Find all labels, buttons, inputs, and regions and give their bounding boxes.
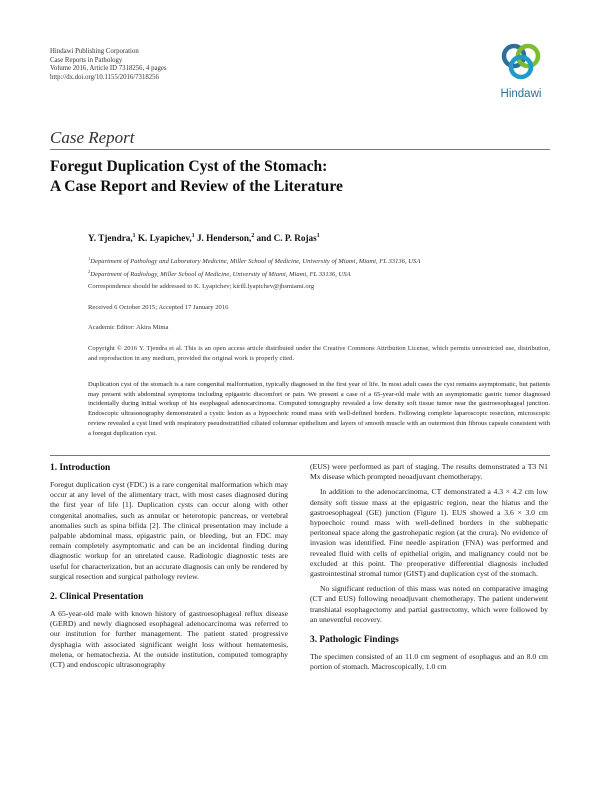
journal-header: [50, 48, 167, 82]
body-paragraph: Foregut duplication cyst (FDC) is a rare congenital malformation which may occur at any level of the alimentary tract, with most cases diagnosed during the first year of life [1]. Duplication cysts can occur along with other congenital anomalies, such as annular or heterotopic pancreas, or vertebral anomalies such as spina bifida [2]. The clinical presentation may include a palpable abdominal mass, epigastric pain, or bleeding, but an FDC may remain completely asymptomatic and can be an incidental finding during diagnostic workup for an unrelated cause. Radiologic diagnostic tests are useful for characterization, but an accurate diagnosis can only be rendered by surgical resection and surgical pathology review.: [50, 480, 288, 581]
affiliation-number: 2: [88, 269, 91, 275]
section-heading-introduction: 1. Introduction: [50, 463, 111, 473]
body-paragraph: No significant reduction of this mass was noted on comparative imaging (CT and EUS) following neoadjuvant chemotherapy. The patient underwent transhiatal esophagectomy and partial gastrectomy, which were followed by an uneventful recovery.: [310, 584, 548, 624]
author-affiliation-number: 1: [191, 233, 195, 239]
volume-info: Volume 2016, Article ID 7318256, 4 pages: [50, 65, 167, 73]
author-name: J. Henderson,: [196, 233, 252, 244]
title-line-1: Foregut Duplication Cyst of the Stomach:: [50, 158, 328, 175]
author-name: K. Lyapichev,: [137, 233, 192, 244]
header-divider: [50, 149, 550, 150]
hindawi-logo-icon: [499, 42, 543, 82]
body-column-right: [310, 462, 548, 672]
author-name: and C. P. Rojas: [256, 233, 317, 244]
hindawi-logo-text: Hindawi: [500, 88, 542, 100]
author-name: Y. Tjendra,: [88, 233, 133, 244]
section-heading-pathologic-findings: 3. Pathologic Findings: [310, 635, 399, 646]
body-paragraph: In addition to the adenocarcinoma, CT demonstrated a 4.3 × 4.2 cm low density soft tissue mass at the epigastric region, near the hiatus and the gastroesophageal (GE) junction (Figure 1). EUS showed a 3.6 × 3.0 cm hypoechoic round mass with well-defined borders in the subhepatic peritoneal space along the gastrohepatic region (at the crura). No evidence of invasion was identified. Fine needle aspiration (FNA) was performed and revealed fluid with cells of epithelial origin, and malignancy could not be excluded at this point. The preoperative differential diagnosis included gastrointestinal stromal tumor (GIST) and duplication cyst of the stomach.: [310, 487, 548, 579]
received-accepted-dates: Received 6 October 2015; Accepted 17 January 2016: [88, 304, 229, 311]
author-affiliation-number: 2: [251, 233, 255, 239]
section-heading-clinical-presentation: 2. Clinical Presentation: [50, 592, 144, 603]
body-paragraph: A 65-year-old male with known history of gastroesophageal reflux disease (GERD) and newly diagnosed esophageal adenocarcinoma was referred to our institution for further management. The patient stated progressive dysphagia with associated significant weight loss without hematemesis, melena, or hematochezia. At the outside institution, computed tomography (CT) and endoscopic ultrasonography: [50, 609, 288, 670]
article-type: Case Report: [50, 128, 135, 147]
author-affiliation-number: 1: [316, 233, 320, 239]
affiliation-text: Department of Pathology and Laboratory Medicine, Miller School of Medicine, University of Miami, Miami, FL 33136, USA: [90, 258, 421, 266]
title-line-2: A Case Report and Review of the Literature: [50, 178, 343, 195]
article-title: [50, 157, 550, 197]
abstract-divider: [50, 455, 550, 456]
publisher-name: Hindawi Publishing Corporation: [50, 48, 139, 55]
body-paragraph: The specimen consisted of an 11.0 cm segment of esophagus and an 8.0 cm portion of stomach. Macroscopically, 1.0 cm: [310, 652, 548, 672]
affiliation-text: Department of Radiology, Miller School of Medicine, University of Miami, Miami, FL 33136, USA: [90, 271, 351, 279]
body-paragraph: (EUS) were performed as part of staging. The results demonstrated a T3 N1 Mx disease which prompted neoadjuvant chemotherapy.: [310, 462, 548, 482]
body-column-left: [50, 462, 288, 670]
affiliation-item: [88, 267, 550, 280]
author-affiliation-number: 1: [132, 233, 136, 239]
academic-editor: Academic Editor: Akira Mima: [88, 324, 169, 331]
copyright-notice: Copyright © 2016 Y. Tjendra et al. This is an open access article distributed under the Creative Commons Attribution License, which permits unrestricted use, distribution, and reproduction in any medium, provided the original work is properly cited.: [88, 345, 550, 362]
journal-name: Case Reports in Pathology: [50, 56, 123, 64]
hindawi-logo: [490, 42, 552, 100]
correspondence: Correspondence should be addressed to K. Lyapichev; kirill.lyapichev@jhsmiami.org: [88, 283, 315, 290]
abstract: Duplication cyst of the stomach is a rare congenital malformation, typically diagnosed in the first year of life. In most adult cases the cyst remains asymptomatic, but patients may present with abdominal symptoms including epigastric discomfort or pain. We present a case of a 65-year-old male with an asymptomatic gastric tumor diagnosed incidentally during initial workup of his esophageal adenocarcinoma. Computed tomography revealed a low density soft tissue tumor near the gastroesophageal junction. Endoscopic ultrasonography demonstrated a cystic lesion as a hypoechoic round mass with well-defined borders. Following complete laparoscopic resection, microscopic review revealed a cyst lined with respiratory pseudostratified ciliated columnar epithelium and layers of smooth muscle with an outermost thin fibrous capsule consistent with a foregut duplication cyst.: [88, 381, 550, 437]
author-list: [88, 233, 320, 243]
affiliation-list: [88, 254, 550, 280]
doi-link[interactable]: http://dx.doi.org/10.1155/2016/7318256: [50, 73, 159, 81]
affiliation-item: [88, 254, 550, 267]
affiliation-number: 1: [88, 256, 91, 261]
